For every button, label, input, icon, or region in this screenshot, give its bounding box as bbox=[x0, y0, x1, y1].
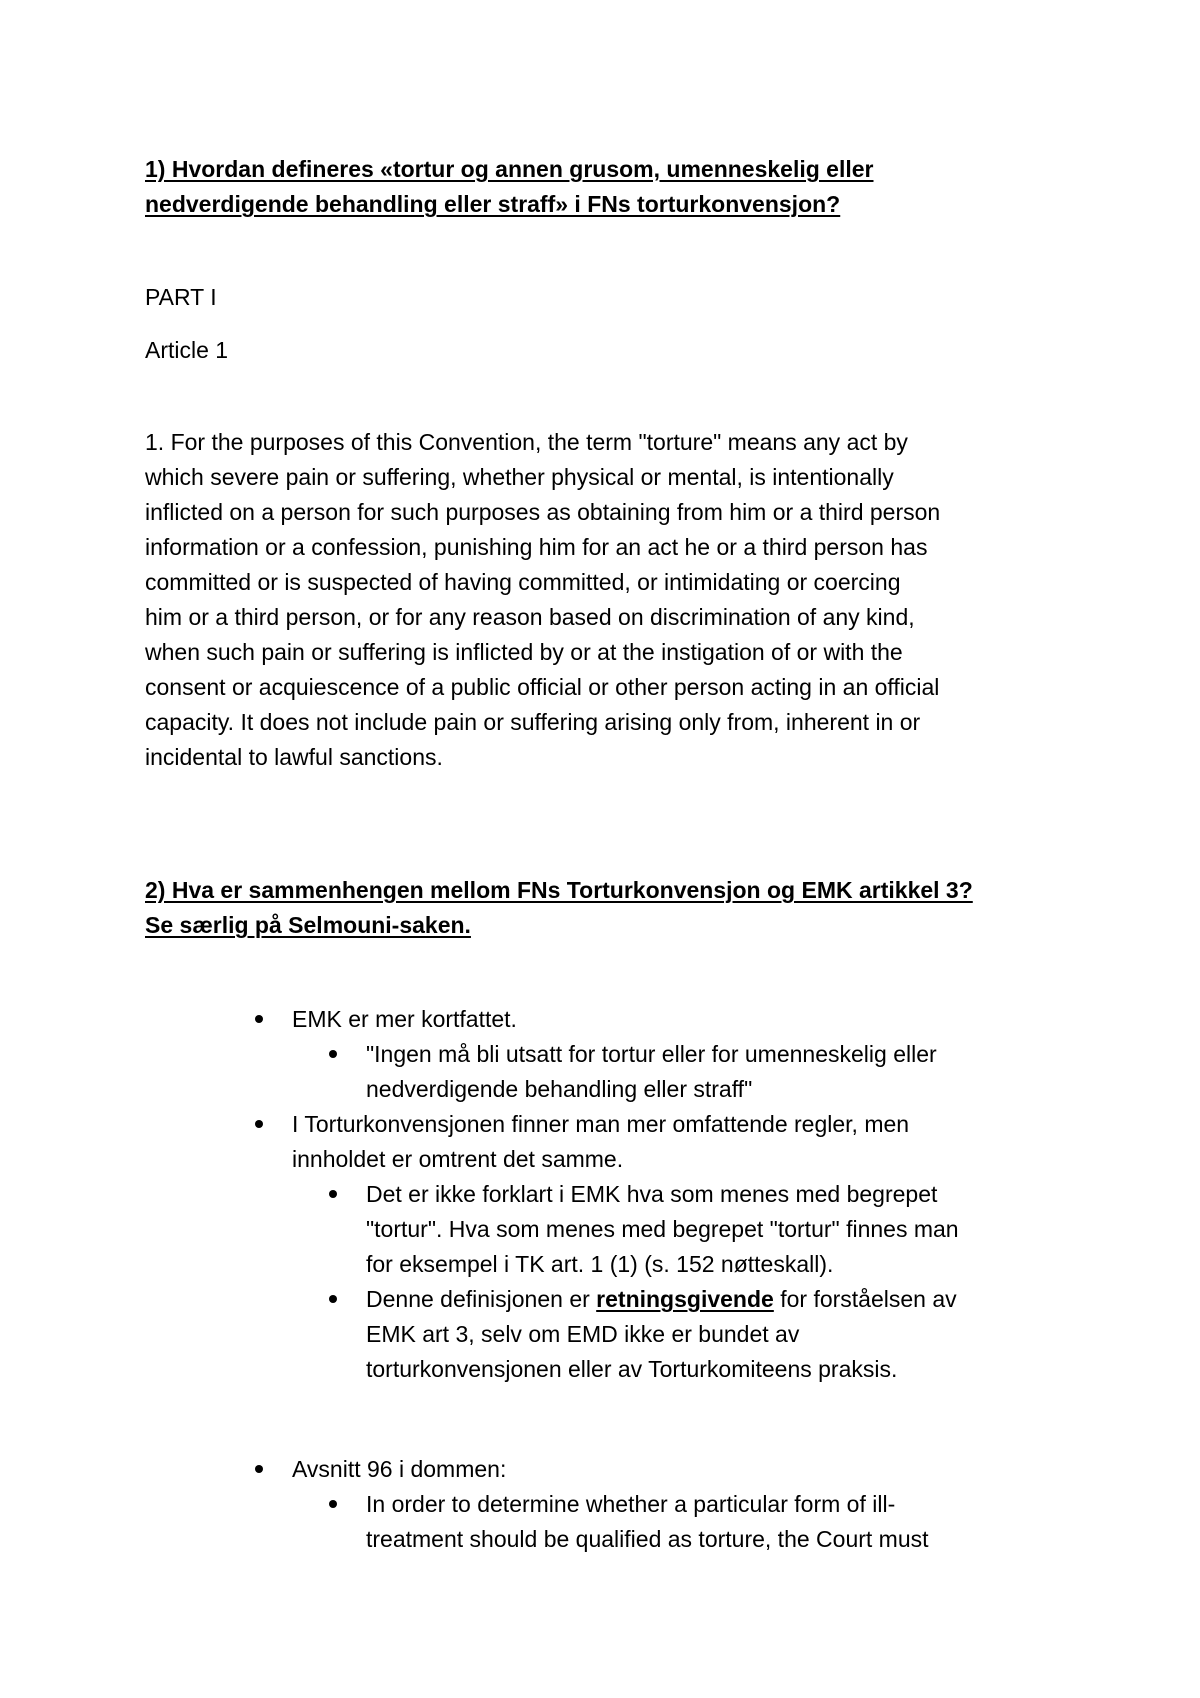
bullet-icon bbox=[329, 1500, 337, 1508]
bullet-icon bbox=[255, 1465, 263, 1473]
article-text-line: which severe pain or suffering, whether physical or mental, is intentionally bbox=[145, 464, 894, 490]
part-label: PART I bbox=[145, 284, 217, 310]
sub-bullet-definition-line-3: for eksempel i TK art. 1 (1) (s. 152 nøtteskall). bbox=[366, 1251, 834, 1277]
article-text-line: incidental to lawful sanctions. bbox=[145, 744, 443, 770]
bullet-item-emk: EMK er mer kortfattet. bbox=[292, 1006, 517, 1032]
sub-bullet-guiding-line-2: EMK art 3, selv om EMD ikke er bundet av bbox=[366, 1321, 800, 1347]
question-2-heading-line-2: Se særlig på Selmouni-saken. bbox=[145, 912, 471, 938]
question-1-heading-line-1: 1) Hvordan defineres «tortur og annen grusom, umenneskelig eller bbox=[145, 156, 874, 182]
bullet-item-avsnitt-96: Avsnitt 96 i dommen: bbox=[292, 1456, 507, 1482]
sub-bullet-definition-line-1: Det er ikke forklart i EMK hva som menes med begrepet bbox=[366, 1181, 938, 1207]
sub-bullet-guiding-post: for forståelsen av bbox=[773, 1286, 957, 1312]
article-text-line: information or a confession, punishing him for an act he or a third person has bbox=[145, 534, 928, 560]
article-text-line: 1. For the purposes of this Convention, the term "torture" means any act by bbox=[145, 429, 908, 455]
bullet-icon bbox=[329, 1190, 337, 1198]
article-text-line: when such pain or suffering is inflicted by or at the instigation of or with the bbox=[145, 639, 903, 665]
sub-bullet-guiding-pre: Denne definisjonen er bbox=[366, 1286, 597, 1312]
article-label: Article 1 bbox=[145, 337, 229, 363]
article-text-line: capacity. It does not include pain or suffering arising only from, inherent in or bbox=[145, 709, 921, 735]
retningsgivende-emphasis: retningsgivende bbox=[596, 1286, 774, 1312]
bullet-icon bbox=[329, 1050, 337, 1058]
sub-bullet-quote-line-1: "Ingen må bli utsatt for tortur eller for umenneskelig eller bbox=[366, 1041, 937, 1067]
sub-bullet-quote-96-line-2: treatment should be qualified as torture, the Court must bbox=[366, 1526, 929, 1552]
article-text-line: him or a third person, or for any reason based on discrimination of any kind, bbox=[145, 604, 915, 630]
sub-bullet-quote-line-2: nedverdigende behandling eller straff" bbox=[366, 1076, 753, 1102]
sub-bullet-guiding-line-1 bbox=[366, 1282, 957, 1317]
bullet-icon bbox=[329, 1295, 337, 1303]
sub-bullet-guiding-line-3: torturkonvensjonen eller av Torturkomiteens praksis. bbox=[366, 1356, 898, 1382]
sub-bullet-definition-line-2: "tortur". Hva som menes med begrepet "tortur" finnes man bbox=[366, 1216, 959, 1242]
article-text-line: inflicted on a person for such purposes as obtaining from him or a third person bbox=[145, 499, 941, 525]
article-text-line: committed or is suspected of having committed, or intimidating or coercing bbox=[145, 569, 901, 595]
bullet-item-torturkonvensjonen-line-2: innholdet er omtrent det samme. bbox=[292, 1146, 624, 1172]
article-text-line: consent or acquiescence of a public official or other person acting in an official bbox=[145, 674, 940, 700]
bullet-icon bbox=[255, 1120, 263, 1128]
sub-bullet-quote-96-line-1: In order to determine whether a particular form of ill- bbox=[366, 1491, 896, 1517]
bullet-item-torturkonvensjonen-line-1: I Torturkonvensjonen finner man mer omfattende regler, men bbox=[292, 1111, 910, 1137]
question-2-heading-line-1: 2) Hva er sammenhengen mellom FNs Torturkonvensjon og EMK artikkel 3? bbox=[145, 877, 973, 903]
bullet-icon bbox=[255, 1015, 263, 1023]
question-1-heading-line-2: nedverdigende behandling eller straff» i FNs torturkonvensjon? bbox=[145, 191, 841, 217]
